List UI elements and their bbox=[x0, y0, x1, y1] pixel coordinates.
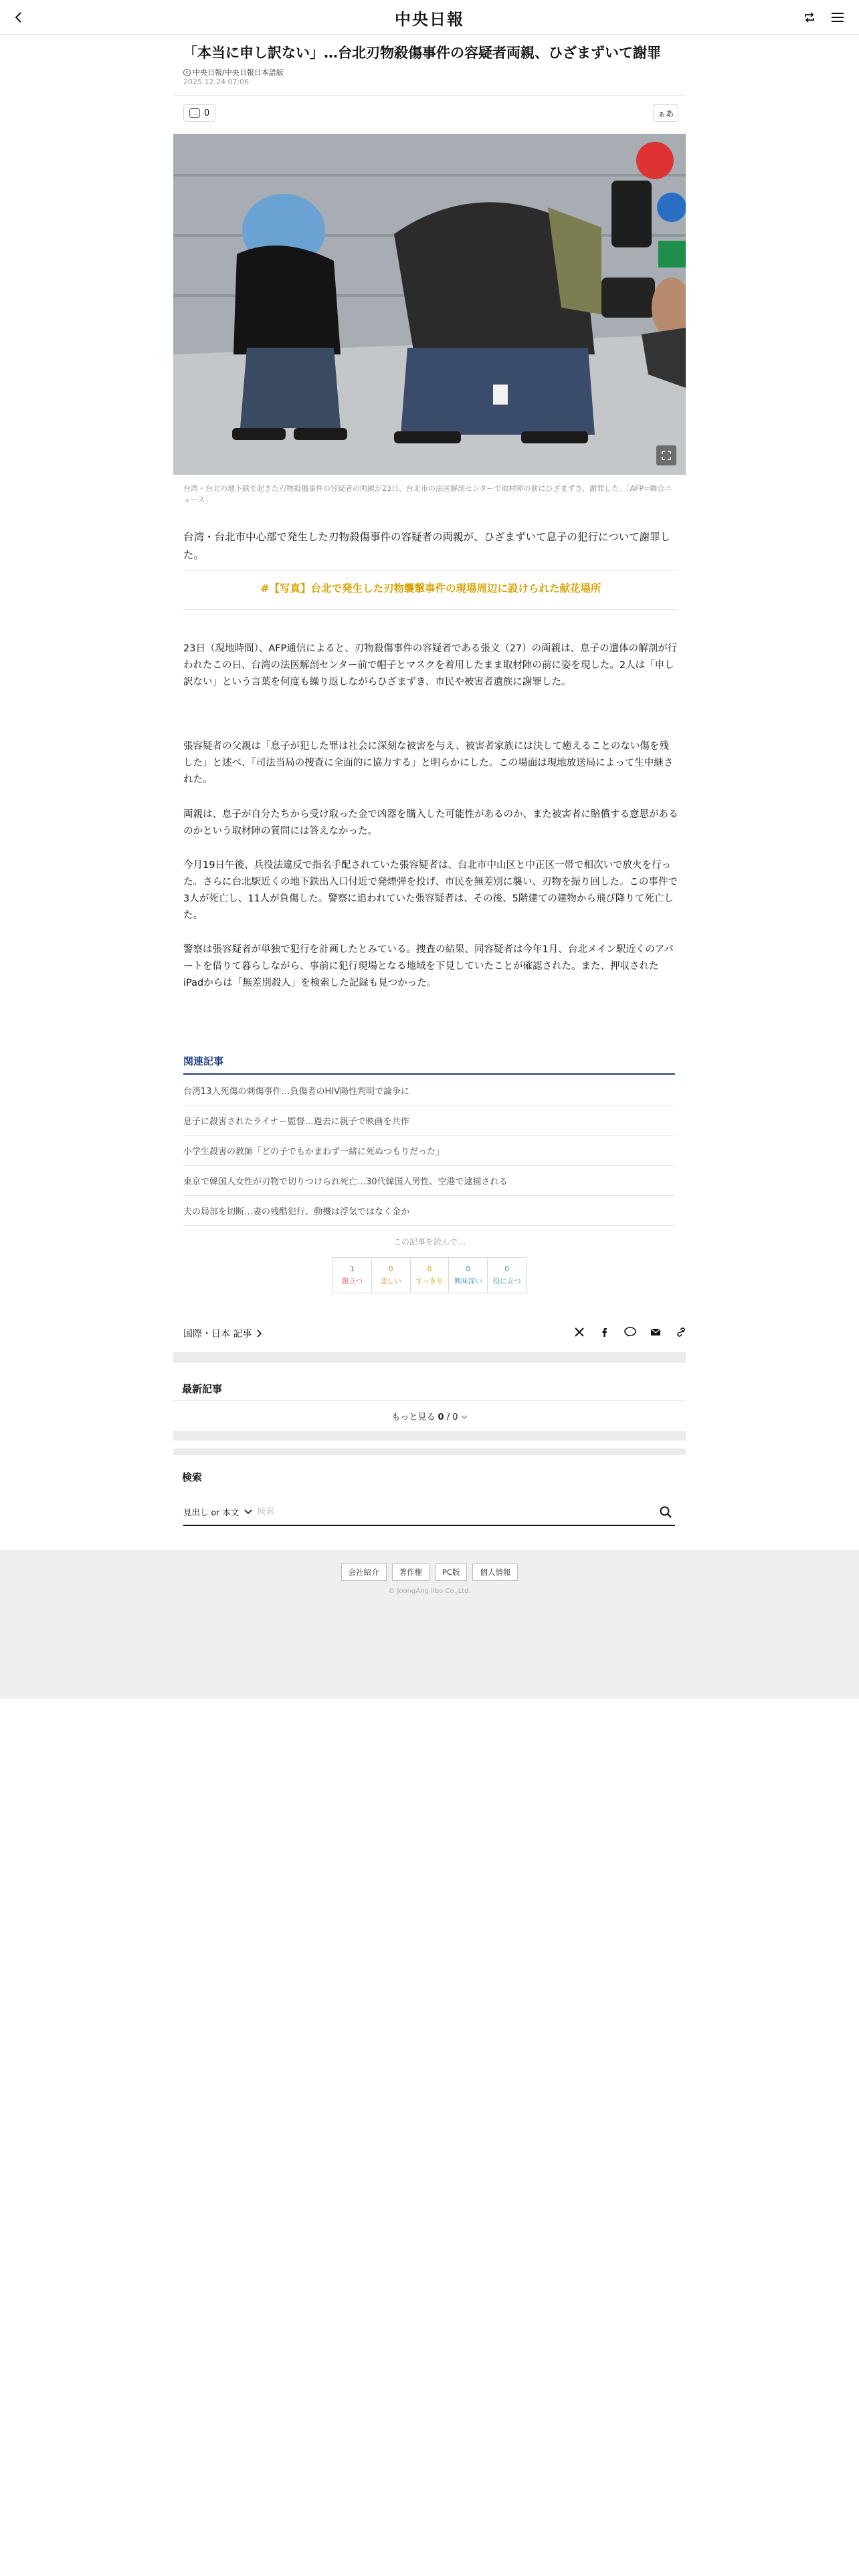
share-buttons bbox=[571, 1324, 689, 1340]
reaction-count: 0 bbox=[466, 1265, 471, 1273]
comment-button[interactable] bbox=[183, 104, 215, 122]
comment-count: 0 bbox=[204, 108, 210, 118]
expand-photo-button[interactable] bbox=[656, 445, 676, 465]
photo-illustration bbox=[173, 134, 686, 475]
line-icon bbox=[624, 1327, 636, 1337]
share-facebook-button[interactable] bbox=[597, 1324, 613, 1340]
chevron-down-icon bbox=[244, 1509, 252, 1515]
reaction-label: 腹立つ bbox=[341, 1277, 363, 1285]
latest-articles-title: 最新記事 bbox=[182, 1383, 223, 1395]
section-separator bbox=[173, 1448, 686, 1455]
reaction-label: 悲しい bbox=[380, 1277, 401, 1285]
article-datetime: 2025.12.24 07:06 bbox=[183, 78, 250, 86]
search-icon bbox=[659, 1505, 672, 1519]
divider bbox=[173, 1400, 686, 1401]
photo-gallery-link[interactable]: #【写真】台北で発生した刃物襲撃事件の現場周辺に設けられた献花場所 bbox=[260, 582, 601, 595]
reaction-helpful[interactable] bbox=[488, 1258, 526, 1293]
more-current: 0 bbox=[438, 1412, 444, 1422]
reaction-label: 役に立つ bbox=[492, 1277, 521, 1285]
footer-link-pc[interactable]: PC版 bbox=[435, 1564, 467, 1581]
reaction-bar bbox=[332, 1257, 527, 1293]
more-total: / 0 bbox=[446, 1412, 458, 1422]
section-link[interactable] bbox=[183, 1327, 262, 1340]
related-article-link[interactable]: 夫の局部を切断…妻の残酷犯行、動機は浮気ではなく金か bbox=[183, 1196, 675, 1226]
footer-link-privacy[interactable]: 個人情報 bbox=[472, 1564, 518, 1581]
reaction-interesting[interactable] bbox=[449, 1258, 488, 1293]
reaction-count: 0 bbox=[427, 1265, 432, 1273]
footer-link-copyright[interactable]: 著作権 bbox=[392, 1564, 430, 1581]
section-label: 国際・日本 記事 bbox=[183, 1329, 252, 1339]
reaction-label: 興味深い bbox=[454, 1277, 482, 1285]
byline bbox=[183, 67, 284, 78]
article-paragraph: 警察は張容疑者が単独で犯行を計画したとみている。捜査の結果、同容疑者は今年1月、台北メイン駅近くのアパートを借りて暮らしながら、事前に犯行現場となる地域を下見していたことが確認された。また、押収されたiPadからは「無差別殺人」を検索した記録も見つかった。 bbox=[183, 944, 674, 988]
section-separator bbox=[173, 1352, 686, 1363]
reaction-relieved[interactable] bbox=[411, 1258, 450, 1293]
related-article-link[interactable]: 台湾13人死傷の刺傷事件…負傷者のHIV陽性判明で論争に bbox=[183, 1075, 675, 1105]
menu-button[interactable] bbox=[826, 5, 850, 29]
related-articles-list bbox=[183, 1075, 675, 1226]
article-paragraph: 張容疑者の父親は「息子が犯した罪は社会に深刻な被害を与え、被害者家族には決して癒えることのない傷を残した」と述べ、「司法当局の捜査に全面的に協力する」と明らかにした。この場面は現地放送局によって生中継された。 bbox=[183, 741, 674, 785]
share-mail-button[interactable] bbox=[648, 1324, 664, 1340]
divider bbox=[183, 570, 678, 571]
chevron-right-icon bbox=[256, 1329, 262, 1337]
mail-icon bbox=[650, 1328, 661, 1336]
divider bbox=[173, 95, 686, 96]
top-bar bbox=[0, 0, 859, 35]
footer bbox=[0, 1550, 859, 1699]
footer-links bbox=[0, 1564, 859, 1581]
more-label: もっと見る bbox=[391, 1412, 436, 1422]
font-size-button[interactable]: ぁあ bbox=[653, 104, 678, 122]
reaction-count: 0 bbox=[388, 1265, 393, 1273]
hamburger-menu-icon bbox=[831, 11, 844, 23]
expand-icon bbox=[662, 451, 671, 460]
search-scope-value: 見出し or 本文 bbox=[183, 1507, 240, 1517]
divider bbox=[183, 609, 678, 610]
more-articles-button[interactable] bbox=[0, 1410, 859, 1422]
section-separator bbox=[173, 1431, 686, 1440]
search-title: 検索 bbox=[182, 1471, 203, 1483]
copyright-icon: c bbox=[183, 69, 191, 76]
article-headline: 「本当に申し訳ない」…台北刃物殺傷事件の容疑者両親、ひざまずいて謝罪 bbox=[183, 45, 661, 61]
reaction-label: すっきり bbox=[415, 1277, 444, 1285]
reaction-question: この記事を読んで… bbox=[393, 1237, 466, 1247]
search-button[interactable] bbox=[657, 1503, 674, 1521]
reaction-count: 0 bbox=[504, 1265, 509, 1273]
photo-caption: 台湾・台北の地下鉄で起きた刃物殺傷事件の容疑者の両親が23日、台北市の法医解剖センターで取材陣の前にひざまずき、謝罪した。［AFP=聯合ニュース］ bbox=[183, 484, 672, 504]
chevron-down-icon bbox=[461, 1414, 468, 1420]
related-article-link[interactable]: 小学生殺害の教師「どの子でもかまわず一緒に死ぬつもりだった」 bbox=[183, 1136, 675, 1166]
reaction-sad[interactable] bbox=[372, 1258, 411, 1293]
comment-icon: … bbox=[189, 108, 200, 118]
reaction-count: 1 bbox=[350, 1265, 355, 1273]
search-input[interactable] bbox=[257, 1502, 632, 1521]
copyright-text: © JoongAng Ilbo Co.,Ltd. bbox=[388, 1588, 471, 1595]
byline-text: 中央日報/中央日報日本語版 bbox=[193, 68, 284, 77]
share-line-button[interactable] bbox=[622, 1324, 638, 1340]
share-link-button[interactable] bbox=[673, 1324, 689, 1340]
article-photo[interactable] bbox=[173, 134, 686, 475]
repost-button[interactable] bbox=[797, 5, 822, 29]
repost-icon bbox=[803, 11, 816, 24]
site-logo[interactable]: 中央日報 bbox=[395, 9, 464, 29]
related-article-link[interactable]: 息子に殺害されたライナー監督…過去に親子で映画を共作 bbox=[183, 1105, 675, 1136]
search-underline bbox=[183, 1525, 675, 1526]
related-article-link[interactable]: 東京で韓国人女性が刃物で切りつけられ死亡…30代韓国人男性、空港で逮捕される bbox=[183, 1166, 675, 1196]
facebook-icon bbox=[599, 1327, 610, 1337]
article-paragraph: 23日（現地時間）、AFP通信によると、刃物殺傷事件の容疑者である張文（27）の両親は、息子の遺体の解剖が行われたこの日、台湾の法医解剖センター前で帽子とマスクを着用したまま取材陣の前に姿を現した。2人は「申し訳ない」という言葉を何度も繰り返しながらひざまずき、市民や被害者遺族に謝罪した。 bbox=[183, 643, 678, 687]
search-scope-select[interactable] bbox=[183, 1506, 252, 1518]
reaction-angry[interactable] bbox=[333, 1258, 372, 1293]
article-paragraph: 両親は、息子が自分たちから受け取った金で凶器を購入した可能性があるのか、また被害者に賠償する意思があるのかという取材陣の質問には答えなかった。 bbox=[183, 809, 678, 837]
related-divider bbox=[183, 1073, 675, 1075]
article-lead: 台湾・台北市中心部で発生した刃物殺傷事件の容疑者の両親が、ひざまずいて息子の犯行について謝罪した。 bbox=[183, 531, 671, 561]
link-icon bbox=[676, 1327, 686, 1337]
x-icon bbox=[574, 1327, 585, 1337]
share-x-button[interactable] bbox=[571, 1324, 587, 1340]
related-articles-title: 関連記事 bbox=[183, 1055, 224, 1067]
article-paragraph: 今月19日午後、兵役法違反で指名手配されていた張容疑者は、台北市中山区と中正区一帯で相次いで放火を行った。さらに台北駅近くの地下鉄出入口付近で発煙弾を投げ、市民を無差別に襲い、刃物を振り回した。この事件で3人が死亡し、11人が負傷した。警察に追われていた張容疑者は、その後、5階建ての建物から飛び降りて死亡した。 bbox=[183, 860, 678, 921]
footer-link-company[interactable]: 会社紹介 bbox=[341, 1564, 387, 1581]
